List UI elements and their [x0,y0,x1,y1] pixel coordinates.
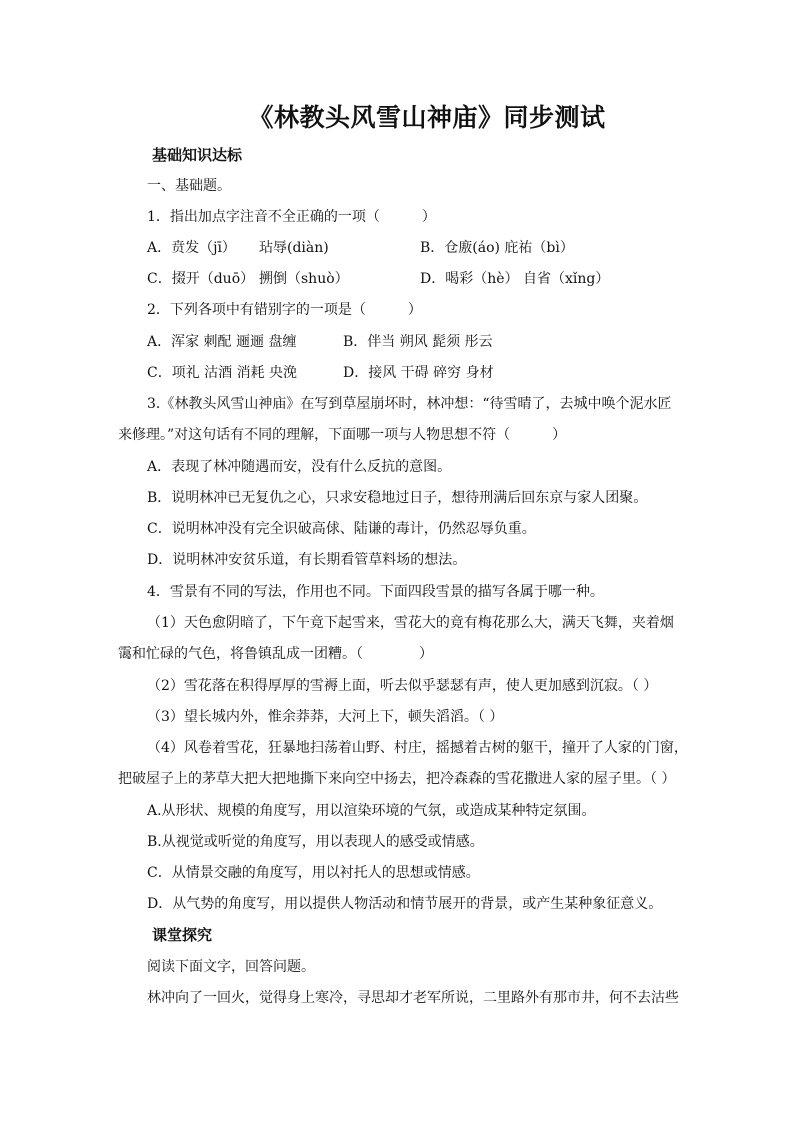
question-2-option-d: D．接风 干碍 碎穷 身材 [343,365,494,381]
question-4-option-a: A.从形状、规模的角度写，用以渲染环境的气氛，或造成某种特定氛围。 [147,803,596,819]
question-4-passage-2: （2）雪花落在积得厚厚的雪褥上面，听去似乎瑟瑟有声，使人更加感到沉寂。（ ） [147,678,658,694]
section-heading-basic: 基础知识达标 [152,146,243,164]
question-4-option-b: B.从视觉或听觉的角度写，用以表现人的感受或情感。 [147,834,484,850]
question-1-option-b: B．仓廒(áo) 庇祐（bì） [420,240,574,256]
question-2-option-a: A．浑家 刺配 逦逦 盘缠 [147,334,297,350]
question-1-stem: 1．指出加点字注音不全正确的一项（ ） [147,209,436,225]
question-4-option-c: C．从情景交融的角度写，用以衬托人的思想或情感。 [147,865,480,881]
question-3-option-d: D．说明林冲安贫乐道，有长期看管草料场的想法。 [147,552,467,568]
question-4-passage-1-line1: （1）天色愈阴暗了，下午竟下起雪来，雪花大的竟有梅花那么大，满天飞舞，夹着烟 [147,615,674,631]
reading-instruction: 阅读下面文字，回答问题。 [147,959,315,975]
page-title: 《林教头风雪山神庙》同步测试 [248,103,606,132]
question-2-option-b: B．伴当 朔风 髭须 彤云 [343,334,493,350]
part-heading: 一、基础题。 [147,178,231,194]
question-1-option-a1: A．贲发（jī） [147,240,236,256]
question-2-stem: 2．下列各项中有错别字的一项是（ ） [147,302,422,318]
question-4-passage-4-line1: （4）风卷着雪花，狂暴地扫荡着山野、村庄，摇撼着古树的躯干，撞开了人家的门窗， [147,740,688,756]
question-4-passage-4-line2: 把破屋子上的茅草大把大把地撕下来向空中扬去，把冷森森的雪花撒进人家的屋子里。（ ） [118,771,676,787]
question-3-stem-line2: 来修理。”对这句话有不同的理解，下面哪一项与人物思想不符（ ） [118,427,567,443]
question-3-option-c: C．说明林冲没有完全识破高俅、陆谦的毒计，仍然忍辱负重。 [147,521,536,537]
question-3-stem-line1: 3.《林教头风雪山神庙》在写到草屋崩坏时，林冲想：“待雪晴了，去城中唤个泥水匠 [147,396,672,412]
question-2-option-c: C．项礼 沽酒 消耗 央浼 [147,365,298,381]
question-3-option-a: A．表现了林冲随遇而安，没有什么反抗的意图。 [147,459,452,475]
question-4-passage-3: （3）望长城内外，惟余莽莽，大河上下，顿失滔滔。（ ） [147,709,504,725]
question-1-option-c1: C．掇开（duō） [147,271,255,287]
reading-passage-line1: 林冲向了一回火，觉得身上寒冷，寻思却才老军所说，二里路外有那市井，何不去沽些 [147,990,679,1006]
question-1-option-d: D．喝彩（hè） 自省（xǐng） [420,271,610,287]
section-heading-classroom: 课堂探究 [152,926,213,944]
question-4-stem: 4．雪景有不同的写法，作用也不同。下面四段雪景的描写各属于哪一种。 [147,584,604,600]
question-4-passage-1-line2: 霭和忙碌的气色，将鲁镇乱成一团糟。（ ） [118,646,433,662]
question-1-option-c2: 搠倒（shuò） [259,271,349,287]
question-4-option-d: D．从气势的角度写，用以提供人物活动和情节展开的背景，或产生某种象征意义。 [147,896,663,912]
question-3-option-b: B．说明林冲已无复仇之心，只求安稳地过日子，想待刑满后回东京与家人团聚。 [147,490,648,506]
question-1-option-a2: 玷辱(diàn) [259,240,329,256]
